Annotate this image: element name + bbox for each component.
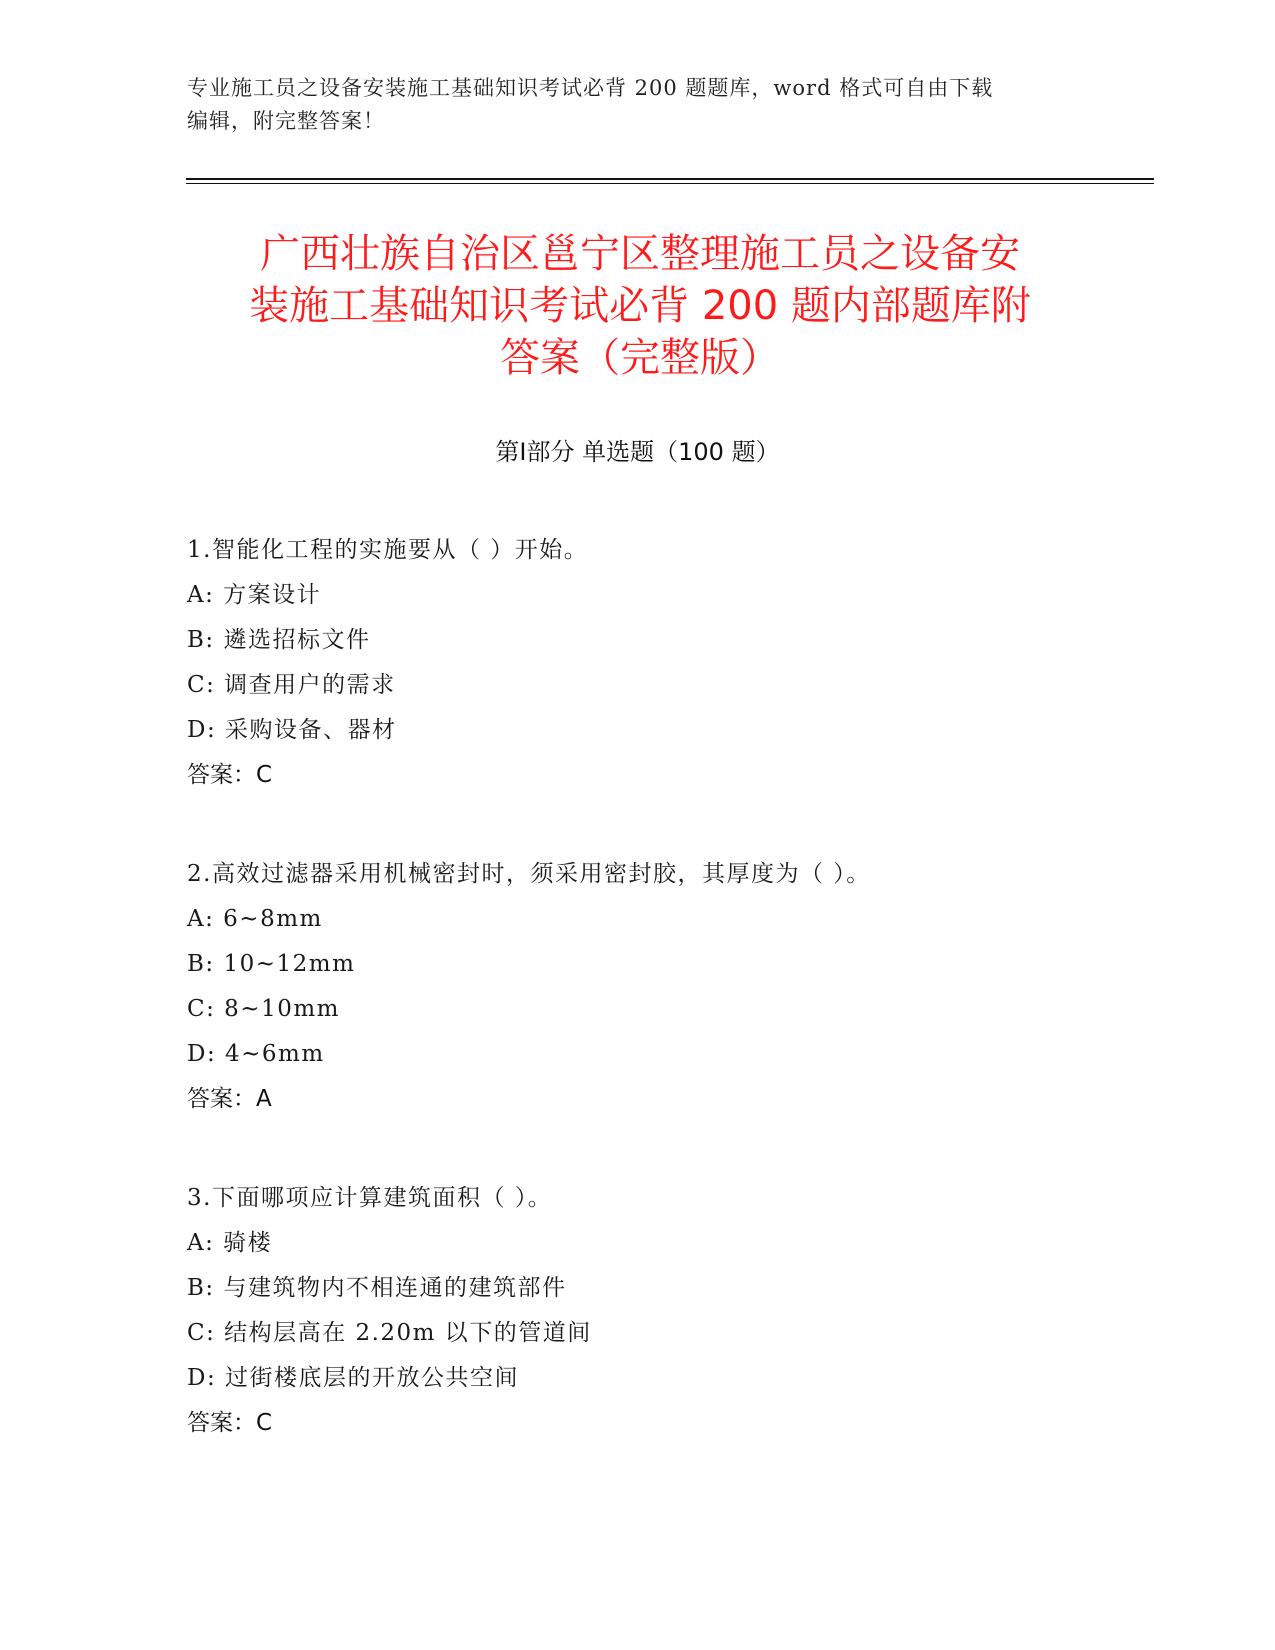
option-c: C: 调查用户的需求	[187, 672, 396, 698]
question-stem: 3.下面哪项应计算建筑面积（ ）。	[187, 1185, 553, 1211]
header-divider-thin	[186, 183, 1154, 184]
option-d: D: 过街楼底层的开放公共空间	[187, 1365, 520, 1391]
option-b: B: 遴选招标文件	[187, 627, 371, 653]
header-note	[187, 72, 1087, 138]
option-b: B: 与建筑物内不相连通的建筑部件	[187, 1275, 567, 1301]
document-title-line-1: 广西壮族自治区邕宁区整理施工员之设备安	[260, 231, 1020, 277]
option-c: C: 结构层高在 2.20m 以下的管道间	[187, 1320, 592, 1346]
option-a: A: 骑楼	[187, 1230, 273, 1256]
question-stem: 1.智能化工程的实施要从（ ）开始。	[187, 537, 589, 563]
header-note-line-2: 编辑，附完整答案！	[187, 109, 385, 133]
option-c: C: 8~10mm	[187, 996, 340, 1022]
header-note-line-1: 专业施工员之设备安装施工基础知识考试必背 200 题题库，word 格式可自由下载	[187, 76, 994, 100]
section-title: 第Ⅰ部分 单选题（100 题）	[495, 438, 780, 466]
document-title-line-2: 装施工基础知识考试必背 200 题内部题库附	[249, 283, 1031, 329]
answer-line: 答案：A	[187, 1086, 272, 1112]
option-d: D: 采购设备、器材	[187, 717, 397, 743]
document-title-line-3: 答案（完整版）	[500, 335, 780, 381]
option-a: A: 6~8mm	[187, 906, 323, 932]
answer-line: 答案：C	[187, 1410, 273, 1436]
header-divider-thick	[186, 178, 1154, 180]
document-title	[160, 228, 1120, 384]
option-d: D: 4~6mm	[187, 1041, 325, 1067]
option-b: B: 10~12mm	[187, 951, 356, 977]
question-item	[187, 852, 1147, 1122]
question-item	[187, 1176, 1147, 1446]
answer-line: 答案：C	[187, 762, 273, 788]
question-list	[187, 528, 1147, 1500]
option-a: A: 方案设计	[187, 582, 322, 608]
question-stem: 2.高效过滤器采用机械密封时，须采用密封胶，其厚度为（ ）。	[187, 861, 871, 887]
question-item	[187, 528, 1147, 798]
